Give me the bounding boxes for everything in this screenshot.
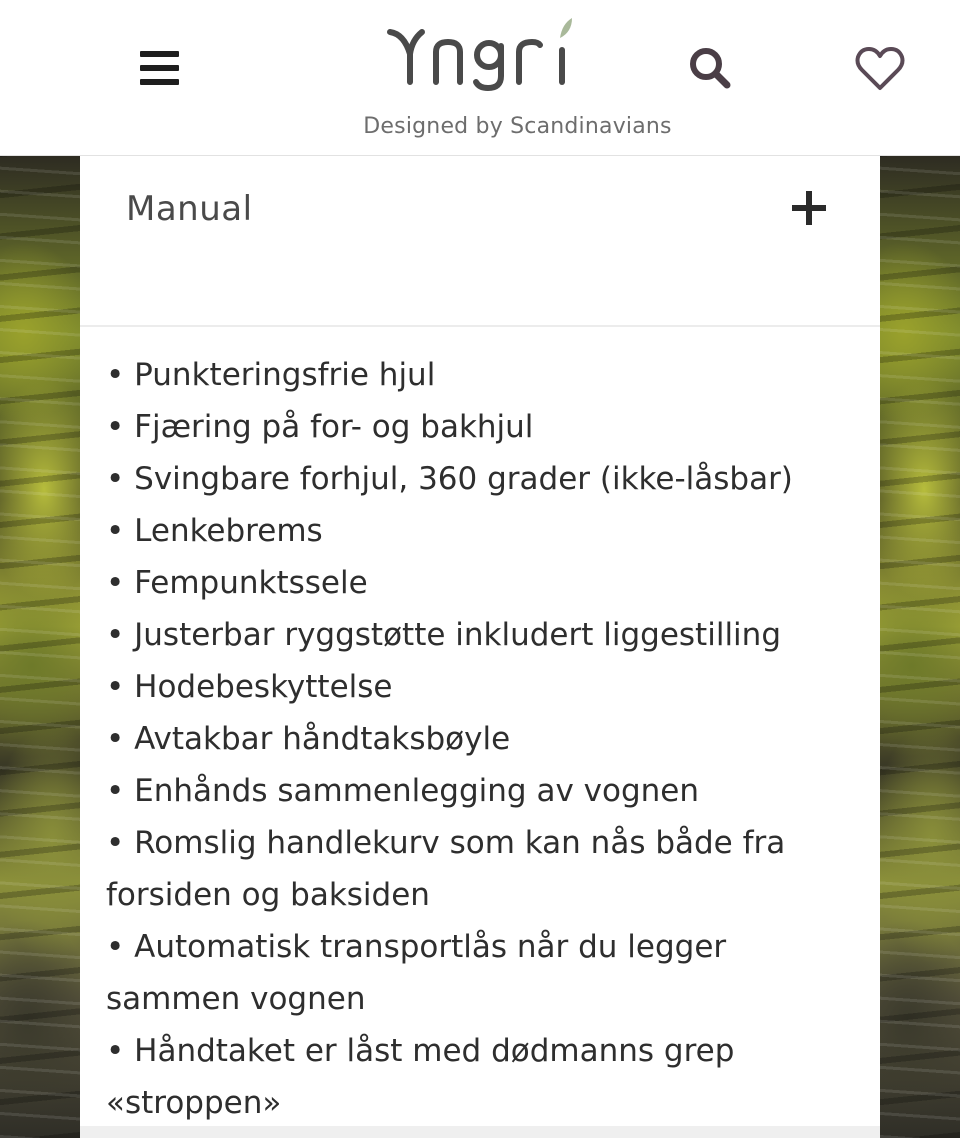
feature-item: • Håndtaket er låst med dødmanns grep «stroppen»	[106, 1033, 735, 1121]
heart-icon[interactable]	[854, 44, 906, 94]
manual-accordion-header[interactable]	[80, 155, 880, 327]
feature-item: • Fjæring på for- og bakhjul	[106, 409, 534, 445]
feature-list	[106, 349, 854, 1129]
feature-item: • Fempunktssele	[106, 565, 368, 601]
hamburger-menu-icon[interactable]	[136, 46, 184, 90]
feature-item: • Avtakbar håndtaksbøyle	[106, 721, 511, 757]
feature-item: • Hodebeskyttelse	[106, 669, 393, 705]
panel-bottom-divider	[80, 1126, 880, 1138]
feature-item: • Enhånds sammenlegging av vognen	[106, 773, 699, 809]
brand-logo[interactable]	[382, 14, 578, 94]
feature-item: • Svingbare forhjul, 360 grader (ikke-låsbar)	[106, 461, 793, 497]
feature-item: • Punkteringsfrie hjul	[106, 357, 436, 393]
feature-item: • Lenkebrems	[106, 513, 323, 549]
search-icon[interactable]	[684, 42, 736, 94]
site-header	[0, 0, 960, 156]
product-details-panel	[80, 155, 880, 1138]
background-photo-left	[0, 155, 80, 1138]
manual-accordion-title: Manual	[126, 189, 253, 229]
feature-item: • Justerbar ryggstøtte inkludert liggestilling	[106, 617, 781, 653]
feature-item: • Romslig handlekurv som kan nås både fra forsiden og baksiden	[106, 825, 786, 913]
background-photo-right	[880, 155, 960, 1138]
brand-tagline: Designed by Scandinavians	[363, 114, 672, 139]
yngri-logo-mark	[382, 14, 578, 94]
plus-icon[interactable]	[791, 190, 827, 226]
feature-item: • Automatisk transportlås når du legger sammen vognen	[106, 929, 727, 1017]
